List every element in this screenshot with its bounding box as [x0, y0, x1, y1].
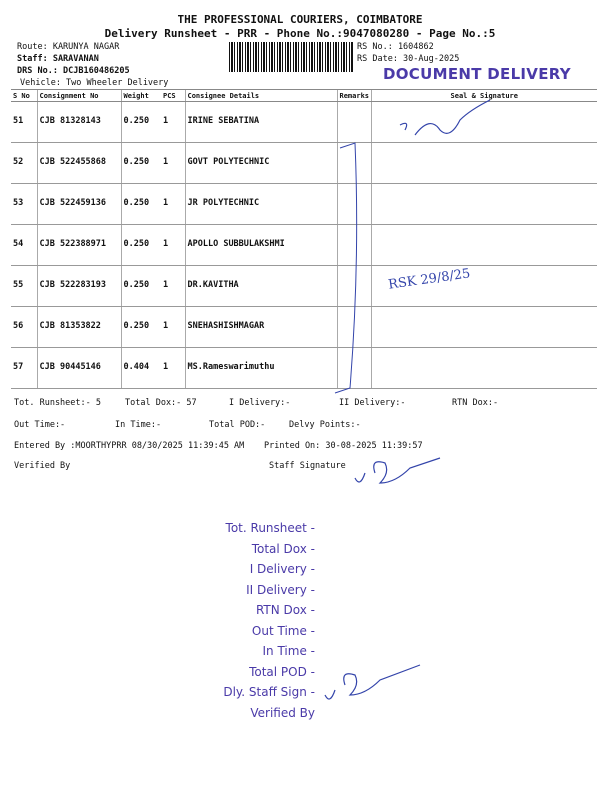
cell-cno: CJB 522459136	[37, 184, 121, 225]
staff: Staff: SARAVANAN	[17, 54, 99, 64]
cell-consignee: MS.Rameswarimuthu	[185, 348, 337, 389]
cell-cno: CJB 522388971	[37, 225, 121, 266]
cell-weight: 0.250	[121, 143, 161, 184]
cell-consignee: JR POLYTECHNIC	[185, 184, 337, 225]
summary-stamp-line: Total Dox -	[251, 541, 315, 556]
handwritten-date: RSK 29/8/25	[387, 266, 472, 293]
tot-runsheet: Tot. Runsheet:- 5	[14, 398, 101, 408]
cell-consignee: SNEHASHISHMAGAR	[185, 307, 337, 348]
cell-weight: 0.404	[121, 348, 161, 389]
in-time: In Time:-	[115, 420, 162, 430]
document-delivery-stamp: DOCUMENT DELIVERY	[383, 65, 571, 83]
summary-stamp-line: Tot. Runsheet -	[225, 521, 315, 535]
cell-cno: CJB 522455868	[37, 143, 121, 184]
summary-stamp-line: Out Time -	[251, 623, 315, 638]
cell-cno: CJB 81328143	[37, 102, 121, 143]
cell-sno: 51	[11, 102, 37, 143]
out-time: Out Time:-	[14, 420, 66, 430]
cell-consignee: DR.KAVITHA	[185, 266, 337, 307]
cell-consignee: GOVT POLYTECHNIC	[185, 143, 337, 184]
cell-cno: CJB 81353822	[37, 307, 121, 348]
cell-consignee: APOLLO SUBBULAKSHMI	[185, 225, 337, 266]
staff-signature-label: Staff Signature	[269, 461, 346, 471]
ii-delivery: II Delivery:-	[339, 398, 406, 408]
col-remarks: Remarks	[337, 90, 371, 102]
col-sno: S No	[11, 90, 37, 102]
cell-sno: 57	[11, 348, 37, 389]
cell-cno: CJB 90445146	[37, 348, 121, 389]
summary-stamp-line: I Delivery -	[249, 562, 315, 576]
verified-by: Verified By	[14, 461, 71, 471]
company-title: THE PROFESSIONAL COURIERS, COIMBATORE	[177, 13, 423, 26]
col-consignment: Consignment No	[37, 90, 121, 102]
summary-stamp-line: Total POD -	[249, 664, 315, 679]
cell-sno: 53	[11, 184, 37, 225]
cell-sno: 55	[11, 266, 37, 307]
cell-cno: CJB 522283193	[37, 266, 121, 307]
rs-date: RS Date: 30-Aug-2025	[357, 54, 460, 64]
total-pod: Total POD:-	[209, 420, 266, 430]
col-weight: Weight	[121, 90, 161, 102]
entered-by: Entered By :MOORTHYPRR 08/30/2025 11:39:45 AM	[14, 441, 245, 451]
col-consignee: Consignee Details	[185, 90, 337, 102]
cell-weight: 0.250	[121, 102, 161, 143]
col-pcs: PCS	[161, 90, 185, 102]
drs-no: DRS No.: DCJB160486205	[17, 66, 130, 76]
printed-on: Printed On: 30-08-2025 11:39:57	[264, 441, 423, 451]
summary-stamp-line: Verified By	[250, 705, 315, 720]
summary-stamp-line: Dly. Staff Sign -	[223, 685, 315, 699]
summary-stamp-line: II Delivery -	[246, 582, 315, 597]
cell-pcs: 1	[161, 348, 185, 389]
total-dox: Total Dox:- 57	[125, 398, 197, 408]
delvy-points: Delvy Points:-	[289, 420, 361, 430]
cell-weight: 0.250	[121, 266, 161, 307]
cell-sno: 56	[11, 307, 37, 348]
vehicle: Vehicle: Two Wheeler Delivery	[20, 78, 169, 88]
summary-stamp-line: In Time -	[262, 644, 315, 658]
runsheet-subtitle: Delivery Runsheet - PRR - Phone No.:9047080280 - Page No.:5	[104, 27, 496, 40]
route: Route: KARUNYA NAGAR	[17, 42, 120, 52]
cell-weight: 0.250	[121, 225, 161, 266]
cell-sno: 52	[11, 143, 37, 184]
cell-pcs: 1	[161, 102, 185, 143]
delivery-summary-stamp	[190, 518, 315, 723]
summary-stamp-line: RTN Dox -	[255, 603, 315, 617]
cell-pcs: 1	[161, 225, 185, 266]
rs-no: RS No.: 1604862	[357, 42, 434, 52]
cell-pcs: 1	[161, 143, 185, 184]
rtn-dox: RTN Dox:-	[452, 398, 499, 408]
cell-weight: 0.250	[121, 184, 161, 225]
cell-consignee: IRINE SEBATINA	[185, 102, 337, 143]
cell-pcs: 1	[161, 184, 185, 225]
col-seal: Seal & Signature	[371, 90, 597, 102]
cell-weight: 0.250	[121, 307, 161, 348]
cell-pcs: 1	[161, 266, 185, 307]
cell-pcs: 1	[161, 307, 185, 348]
cell-sno: 54	[11, 225, 37, 266]
i-delivery: I Delivery:-	[229, 398, 291, 408]
